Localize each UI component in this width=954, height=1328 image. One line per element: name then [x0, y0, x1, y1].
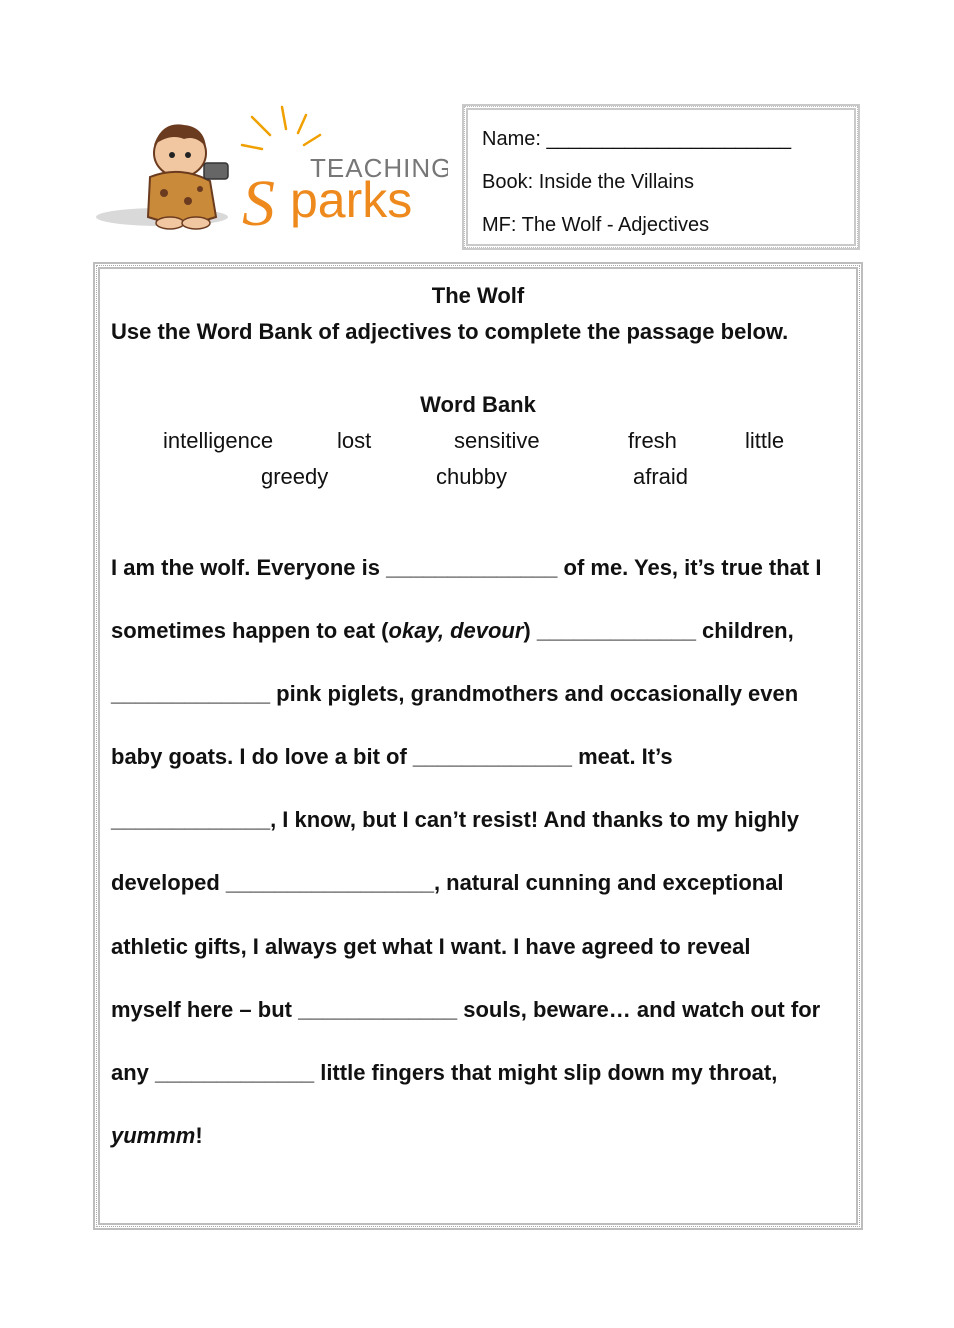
caveman-icon: [148, 124, 228, 229]
instruction-text: Use the Word Bank of adjectives to complete the passage below.: [111, 319, 789, 344]
answer-blank[interactable]: _________________: [225, 870, 434, 895]
svg-text:parks: parks: [290, 172, 413, 228]
passage-text: pink piglets, grandmothers and occasionally even: [270, 681, 799, 706]
passage-text: developed: [111, 870, 226, 895]
passage-text: little fingers that might slip down my throat,: [314, 1060, 778, 1085]
book-label: Book: Inside the Villains: [482, 171, 694, 193]
passage-line: [111, 681, 798, 707]
svg-text:S: S: [242, 167, 275, 240]
passage-text: souls, beware… and watch out for: [457, 997, 821, 1022]
passage-text: baby goats. I do love a bit of: [111, 744, 413, 769]
passage-line: [111, 997, 820, 1023]
word-bank-item: fresh: [628, 428, 677, 453]
worksheet-box: [93, 262, 863, 1230]
word-bank-item: chubby: [436, 464, 507, 489]
passage-text: sometimes happen to eat (: [111, 618, 389, 643]
svg-text:TEACHING: TEACHING: [310, 153, 448, 183]
word-bank-item: intelligence: [163, 428, 274, 453]
word-bank-item: little: [745, 428, 785, 453]
word-bank-title: Word Bank: [420, 392, 536, 417]
answer-blank[interactable]: _____________: [412, 744, 572, 769]
answer-blank[interactable]: _____________: [111, 807, 271, 832]
word-bank-item: greedy: [261, 464, 329, 489]
passage-text: , I know, but I can’t resist! And thanks to my highly: [270, 807, 799, 832]
passage-line: [111, 1123, 203, 1149]
passage-text: I am the wolf. Everyone is: [111, 555, 387, 580]
word-bank-item: lost: [337, 428, 372, 453]
passage-text: , natural cunning and exceptional: [433, 870, 784, 895]
answer-blank[interactable]: _____________: [155, 1060, 315, 1085]
passage-text: of me. Yes, it’s true that I: [557, 555, 822, 580]
passage-line: [111, 934, 750, 960]
passage-line: [111, 807, 799, 833]
passage-line: [111, 744, 673, 770]
word-bank-item: afraid: [633, 464, 689, 489]
word-bank-item: sensitive: [454, 428, 540, 453]
teaching-sparks-logo: [92, 105, 448, 245]
passage-text: children,: [695, 618, 794, 643]
passage-text: meat. It’s: [571, 744, 673, 769]
passage-line: [111, 555, 821, 581]
passage-text: any: [111, 1060, 156, 1085]
passage-text: ): [523, 618, 537, 643]
answer-blank[interactable]: _____________: [111, 681, 271, 706]
worksheet-title: The Wolf: [431, 283, 525, 308]
passage-line: [111, 1060, 777, 1086]
passage-text: myself here – but: [111, 997, 299, 1022]
answer-blank[interactable]: _____________: [298, 997, 458, 1022]
mf-label: MF: The Wolf - Adjectives: [482, 214, 710, 236]
answer-blank[interactable]: _____________: [536, 618, 696, 643]
passage-text: !: [195, 1123, 203, 1148]
name-field[interactable]: Name: ______________________: [482, 128, 792, 150]
student-info-box: [462, 104, 860, 250]
passage-line: [111, 870, 784, 896]
passage-line: [111, 618, 794, 644]
passage-italic-text: yummm: [111, 1123, 196, 1148]
answer-blank[interactable]: ______________: [386, 555, 558, 580]
passage-text: athletic gifts, I always get what I want. I have agreed to reveal: [111, 934, 751, 959]
passage-italic-text: okay, devour: [388, 618, 524, 643]
